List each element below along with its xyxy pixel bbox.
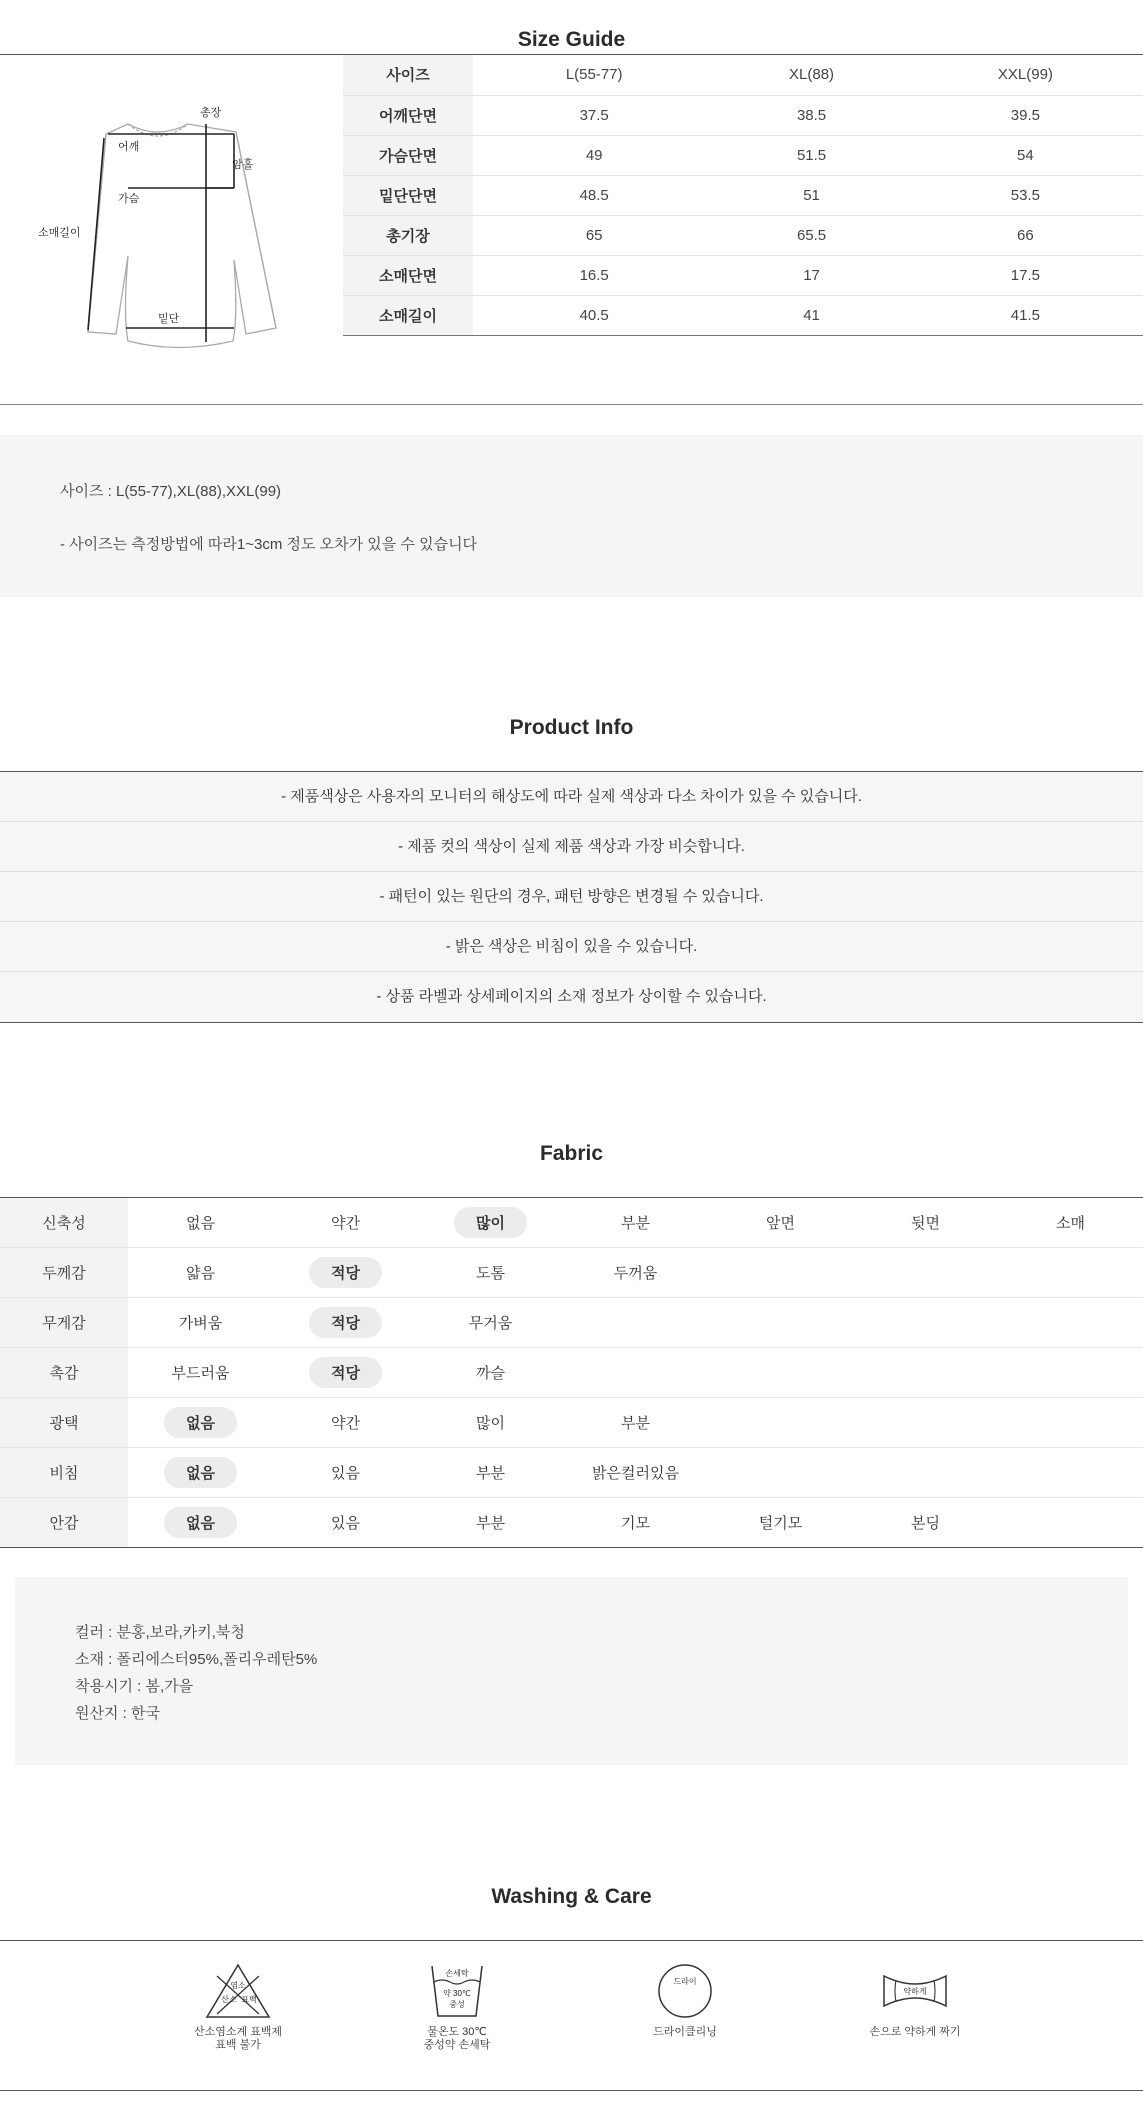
label-shoulder: 어깨 [118,141,140,153]
divider [0,1940,1143,1941]
fabric-option: 부분 [621,1415,650,1432]
divider [0,404,1143,405]
size-header-cell: L(55-77) [473,55,715,95]
fabric-option: 있음 [331,1465,360,1482]
fabric-empty-cell [998,1298,1143,1348]
fabric-option: 까슬 [476,1365,505,1382]
fabric-row [0,1198,1143,1248]
spec-color: 컬러 : 분홍,보라,카키,북청 [75,1624,245,1641]
fabric-option-cell [563,1198,708,1248]
care-caption: 중성약 손세탁 [423,2039,491,2051]
size-cell: 49 [473,135,715,175]
fabric-option-cell [273,1248,418,1298]
fabric-option-cell [418,1298,563,1348]
symbol-text: 약하게 [903,1987,927,1996]
fabric-empty-cell [853,1348,998,1398]
size-header-cell: XXL(99) [908,55,1143,95]
size-row-label: 가슴단면 [343,135,473,175]
fabric-option: 있음 [331,1515,360,1532]
hand-wash-30-icon [422,1962,492,2020]
size-row-label: 소매단면 [343,255,473,295]
size-cell: 48.5 [473,175,715,215]
fabric-option-cell [273,1498,418,1548]
symbol-text: 드라이 [673,1977,697,1986]
size-cell: 66 [908,215,1143,255]
fabric-option-selected: 없음 [164,1457,237,1488]
fabric-empty-cell [998,1398,1143,1448]
fabric-option-cell [128,1498,273,1548]
fabric-empty-cell [998,1348,1143,1398]
fabric-table [0,1197,1143,1548]
garment-diagram [28,96,298,356]
size-cell: 65 [473,215,715,255]
fabric-option: 앞면 [766,1215,795,1232]
fabric-row [0,1348,1143,1398]
fabric-empty-cell [708,1298,853,1348]
size-row [343,175,1143,215]
size-row [343,95,1143,135]
fabric-option: 밝은컬러있음 [592,1465,679,1482]
size-row-label: 소매길이 [343,295,473,335]
size-cell: 39.5 [908,95,1143,135]
fabric-row-label: 두께감 [0,1248,128,1298]
fabric-empty-cell [853,1248,998,1298]
spec-season: 착용시기 : 봄,가을 [75,1678,194,1695]
size-row [343,135,1143,175]
fabric-option-cell [128,1448,273,1498]
size-row [343,295,1143,335]
fabric-option-selected: 적당 [309,1357,382,1388]
dry-clean-icon [650,1962,720,2020]
garment-outline-icon [28,96,298,356]
fabric-option-cell [273,1198,418,1248]
fabric-option-cell [563,1248,708,1298]
symbol-text: 표백 [241,1995,257,2004]
product-info-item: - 제품색상은 사용자의 모니터의 해상도에 따라 실제 색상과 다소 차이가 있을 수 있습니다. [0,772,1143,822]
label-chest: 가슴 [118,193,140,205]
fabric-option-selected: 적당 [309,1257,382,1288]
care-caption: 산소염소계 표백제 [193,2026,283,2038]
fabric-option-cell [418,1248,563,1298]
care-item [158,1962,318,2052]
fabric-empty-cell [708,1448,853,1498]
fabric-option-cell [563,1498,708,1548]
fabric-option: 두꺼움 [613,1265,658,1282]
fabric-option: 많이 [476,1415,505,1432]
fabric-spec-box [15,1577,1128,1765]
size-tolerance-note: - 사이즈는 측정방법에 따라1~3cm 정도 오차가 있을 수 있습니다 [60,536,478,553]
fabric-option-cell [128,1298,273,1348]
symbol-text: 약 30℃ [443,1989,471,1998]
fabric-option: 부분 [476,1515,505,1532]
fabric-option-cell [853,1198,998,1248]
fabric-option-cell [853,1498,998,1548]
fabric-option: 소매 [1056,1215,1085,1232]
fabric-row-label: 비침 [0,1448,128,1498]
fabric-row [0,1298,1143,1348]
fabric-option: 약간 [331,1215,360,1232]
fabric-empty-cell [563,1298,708,1348]
fabric-title: Fabric [539,1142,604,1165]
fabric-row [0,1248,1143,1298]
fabric-option-cell [418,1498,563,1548]
care-item [835,1962,995,2039]
size-cell: 41 [715,295,907,335]
fabric-option-cell [128,1348,273,1398]
fabric-option-cell [128,1398,273,1448]
size-list-note: 사이즈 : L(55-77),XL(88),XXL(99) [60,483,282,500]
care-caption: 드라이클리닝 [653,2026,717,2038]
product-info-item: - 패턴이 있는 원단의 경우, 패턴 방향은 변경될 수 있습니다. [0,872,1143,922]
size-cell: 17 [715,255,907,295]
fabric-option-cell [128,1198,273,1248]
fabric-option: 약간 [331,1415,360,1432]
fabric-row [0,1498,1143,1548]
gentle-wring-icon [880,1962,950,2020]
fabric-option-cell [128,1248,273,1298]
size-cell: 51 [715,175,907,215]
size-row [343,255,1143,295]
fabric-option: 없음 [186,1215,215,1232]
divider [0,2090,1143,2091]
label-hem: 밑단 [158,313,180,325]
fabric-option-cell [273,1448,418,1498]
fabric-empty-cell [853,1448,998,1498]
fabric-option-selected: 없음 [164,1507,237,1538]
fabric-option: 기모 [621,1515,650,1532]
fabric-option-cell [273,1298,418,1348]
fabric-option-cell [418,1348,563,1398]
fabric-empty-cell [998,1498,1143,1548]
size-row-label: 총기장 [343,215,473,255]
no-chlorine-bleach-icon [203,1962,273,2020]
fabric-option-selected: 없음 [164,1407,237,1438]
spec-origin: 원산지 : 한국 [75,1705,160,1722]
care-item [377,1962,537,2052]
size-guide-title: Size Guide [517,28,626,51]
size-row-label: 밑단단면 [343,175,473,215]
fabric-option: 부드러움 [171,1365,230,1382]
fabric-option: 얇음 [186,1265,215,1282]
size-cell: 40.5 [473,295,715,335]
fabric-row-label: 광택 [0,1398,128,1448]
care-caption: 손으로 약하게 짜기 [869,2026,961,2038]
size-cell: 53.5 [908,175,1143,215]
fabric-option: 털기모 [758,1515,803,1532]
fabric-row-label: 안감 [0,1498,128,1548]
fabric-empty-cell [708,1348,853,1398]
label-length: 총장 [200,107,222,119]
size-row [343,215,1143,255]
fabric-empty-cell [853,1398,998,1448]
fabric-option-cell [563,1398,708,1448]
size-cell: 37.5 [473,95,715,135]
size-cell: 41.5 [908,295,1143,335]
fabric-option-selected: 많이 [454,1207,527,1238]
fabric-row-label: 촉감 [0,1348,128,1398]
fabric-empty-cell [708,1248,853,1298]
size-cell: 51.5 [715,135,907,175]
product-info-item: - 제품 컷의 색상이 실제 제품 색상과 가장 비슷합니다. [0,822,1143,872]
fabric-empty-cell [563,1348,708,1398]
fabric-row-label: 신축성 [0,1198,128,1248]
fabric-option-cell [273,1398,418,1448]
size-cell: 65.5 [715,215,907,255]
fabric-option-cell [708,1198,853,1248]
size-header-cell: XL(88) [715,55,907,95]
fabric-option-selected: 적당 [309,1307,382,1338]
fabric-option-cell [418,1198,563,1248]
washing-care-title: Washing & Care [491,1885,652,1908]
product-info-title: Product Info [509,716,634,739]
fabric-option: 뒷면 [911,1215,940,1232]
fabric-empty-cell [998,1448,1143,1498]
size-cell: 38.5 [715,95,907,135]
size-cell: 17.5 [908,255,1143,295]
size-cell: 54 [908,135,1143,175]
fabric-option: 본딩 [911,1515,940,1532]
symbol-text: 염소 [230,1981,246,1990]
fabric-row-label: 무게감 [0,1298,128,1348]
size-row-label: 어깨단면 [343,95,473,135]
fabric-empty-cell [853,1298,998,1348]
fabric-option-cell [273,1348,418,1398]
fabric-option: 부분 [621,1215,650,1232]
fabric-option-cell [998,1198,1143,1248]
product-info-item: - 밝은 색상은 비침이 있을 수 있습니다. [0,922,1143,972]
product-info-item: - 상품 라벨과 상세페이지의 소재 정보가 상이할 수 있습니다. [0,972,1143,1022]
fabric-option: 가벼움 [178,1315,223,1332]
size-note-box [0,435,1143,597]
symbol-text: 산소 [221,1995,237,2004]
fabric-option-cell [418,1398,563,1448]
spec-material: 소재 : 폴리에스터95%,폴리우레탄5% [75,1651,318,1668]
size-header-row [343,55,1143,95]
size-cell: 16.5 [473,255,715,295]
fabric-empty-cell [708,1398,853,1448]
fabric-option-cell [418,1448,563,1498]
fabric-option: 부분 [476,1465,505,1482]
fabric-row [0,1448,1143,1498]
fabric-empty-cell [998,1248,1143,1298]
fabric-option: 무거움 [468,1315,513,1332]
label-armhole: 암홀 [232,159,254,171]
care-item [605,1962,765,2039]
fabric-option: 도톰 [476,1265,505,1282]
symbol-text: 중성 [449,2000,465,2009]
fabric-option-cell [563,1448,708,1498]
label-sleeve-length: 소매길이 [38,227,81,239]
size-header-label: 사이즈 [343,55,473,95]
size-table [343,55,1143,336]
fabric-option-cell [708,1498,853,1548]
care-caption: 물온도 30℃ [427,2026,487,2038]
symbol-text: 손세탁 [445,1969,469,1978]
product-info-list [0,771,1143,1023]
care-caption: 표백 불가 [215,2039,261,2051]
fabric-row [0,1398,1143,1448]
